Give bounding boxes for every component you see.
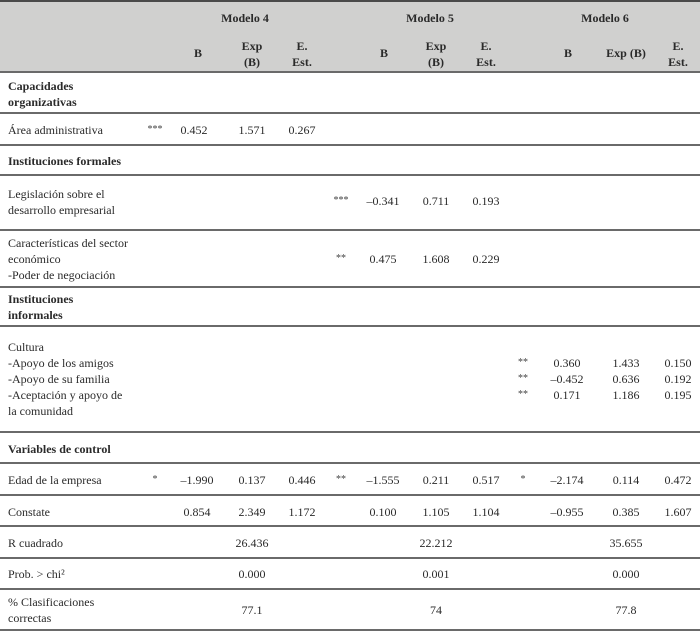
section-label: Instituciones informales <box>8 292 74 322</box>
m5-b: 0.475 <box>369 252 397 266</box>
m6-se: 1.607 <box>664 505 692 519</box>
table-row-cultura <box>0 327 700 433</box>
significance-stars: *** <box>333 195 349 206</box>
m5-se: 0.193 <box>472 194 500 208</box>
m6-value: 0.000 <box>612 567 640 581</box>
table-row-constante <box>0 496 700 527</box>
m4-b: –1.990 <box>180 473 214 487</box>
significance-stars: * <box>520 474 526 485</box>
row-label: % Clasificaciones correctas <box>8 595 95 625</box>
row-label: R cuadrado <box>8 536 63 550</box>
m6-col-exp: Exp (B) <box>606 46 646 60</box>
m6-b: –2.174 <box>550 473 584 487</box>
m4-se: 0.446 <box>288 473 316 487</box>
section-instituciones-informales <box>0 288 700 327</box>
m4-value: 77.1 <box>241 603 263 617</box>
m6-se: 0.472 <box>664 473 692 487</box>
m6-col-se: E. Est. <box>668 39 688 69</box>
significance-stars: ** <box>336 253 346 264</box>
model-5-heading: Modelo 5 <box>406 11 454 25</box>
significance-stars: ** ** ** <box>518 357 528 400</box>
m5-exp: 1.608 <box>422 252 450 266</box>
m4-b: 0.854 <box>183 505 211 519</box>
m4-col-b: B <box>193 46 202 60</box>
m4-value: 26.436 <box>235 536 269 550</box>
row-label: Constate <box>8 505 50 519</box>
table-row-clasificaciones-correctas <box>0 590 700 631</box>
m6-exp: 1.433 0.636 1.186 <box>612 356 640 402</box>
m6-b: 0.360 –0.452 0.171 <box>550 356 584 402</box>
table-row-legislacion <box>0 176 700 231</box>
m5-exp: 0.211 <box>422 473 450 487</box>
m4-se: 0.267 <box>288 123 316 137</box>
m5-se: 1.104 <box>472 505 500 519</box>
m5-col-exp: Exp (B) <box>425 39 447 69</box>
model-6-heading: Modelo 6 <box>581 11 629 25</box>
model-4-heading: Modelo 4 <box>221 11 269 25</box>
section-capacidades-organizativas <box>0 73 700 114</box>
m4-value: 0.000 <box>238 567 266 581</box>
table-row-area-administrativa <box>0 114 700 146</box>
significance-stars: ** <box>336 474 346 485</box>
table-header <box>0 0 700 73</box>
m5-b: –1.555 <box>366 473 400 487</box>
m6-exp: 0.114 <box>612 473 640 487</box>
table-row-prob-chi2 <box>0 559 700 590</box>
table-row-caracteristicas-sector <box>0 231 700 288</box>
section-label: Instituciones formales <box>8 154 121 168</box>
row-label: Edad de la empresa <box>8 473 102 487</box>
m6-value: 77.8 <box>615 603 637 617</box>
m4-col-se: E. Est. <box>292 39 312 69</box>
section-label: Capacidades organizativas <box>8 79 77 109</box>
section-label: Variables de control <box>8 442 111 456</box>
row-label: Características del sector económico -Poder de negociación <box>8 236 128 282</box>
m4-exp: 1.571 <box>238 123 266 137</box>
m4-exp: 2.349 <box>238 505 266 519</box>
row-label: Legislación sobre el desarrollo empresarial <box>8 187 115 217</box>
m5-b: –0.341 <box>366 194 400 208</box>
m5-se: 0.229 <box>472 252 500 266</box>
section-instituciones-formales <box>0 146 700 176</box>
m4-col-exp: Exp (B) <box>241 39 263 69</box>
m5-b: 0.100 <box>369 505 397 519</box>
row-label: Área administrativa <box>8 123 103 137</box>
m6-se: 0.150 0.192 0.195 <box>664 356 692 402</box>
m6-col-b: B <box>563 46 572 60</box>
m5-se: 0.517 <box>472 473 500 487</box>
significance-stars: *** <box>147 124 163 135</box>
m5-value: 74 <box>430 603 442 617</box>
significance-stars: * <box>152 474 158 485</box>
m5-exp: 0.711 <box>422 194 450 208</box>
m4-exp: 0.137 <box>238 473 266 487</box>
table-row-edad-empresa <box>0 464 700 496</box>
m6-exp: 0.385 <box>612 505 640 519</box>
m5-col-b: B <box>379 46 388 60</box>
row-label: Prob. > chi² <box>8 567 65 581</box>
row-label: Cultura -Apoyo de los amigos -Apoyo de su familia -Aceptación y apoyo de la comunidad <box>8 340 123 418</box>
section-variables-control <box>0 433 700 464</box>
m4-b: 0.452 <box>180 123 208 137</box>
m5-exp: 1.105 <box>422 505 450 519</box>
m5-value: 22.212 <box>419 536 453 550</box>
m4-se: 1.172 <box>288 505 316 519</box>
m6-b: –0.955 <box>550 505 584 519</box>
m6-value: 35.655 <box>609 536 643 550</box>
m5-value: 0.001 <box>422 567 450 581</box>
m5-col-se: E. Est. <box>476 39 496 69</box>
table-row-r-cuadrado <box>0 527 700 559</box>
